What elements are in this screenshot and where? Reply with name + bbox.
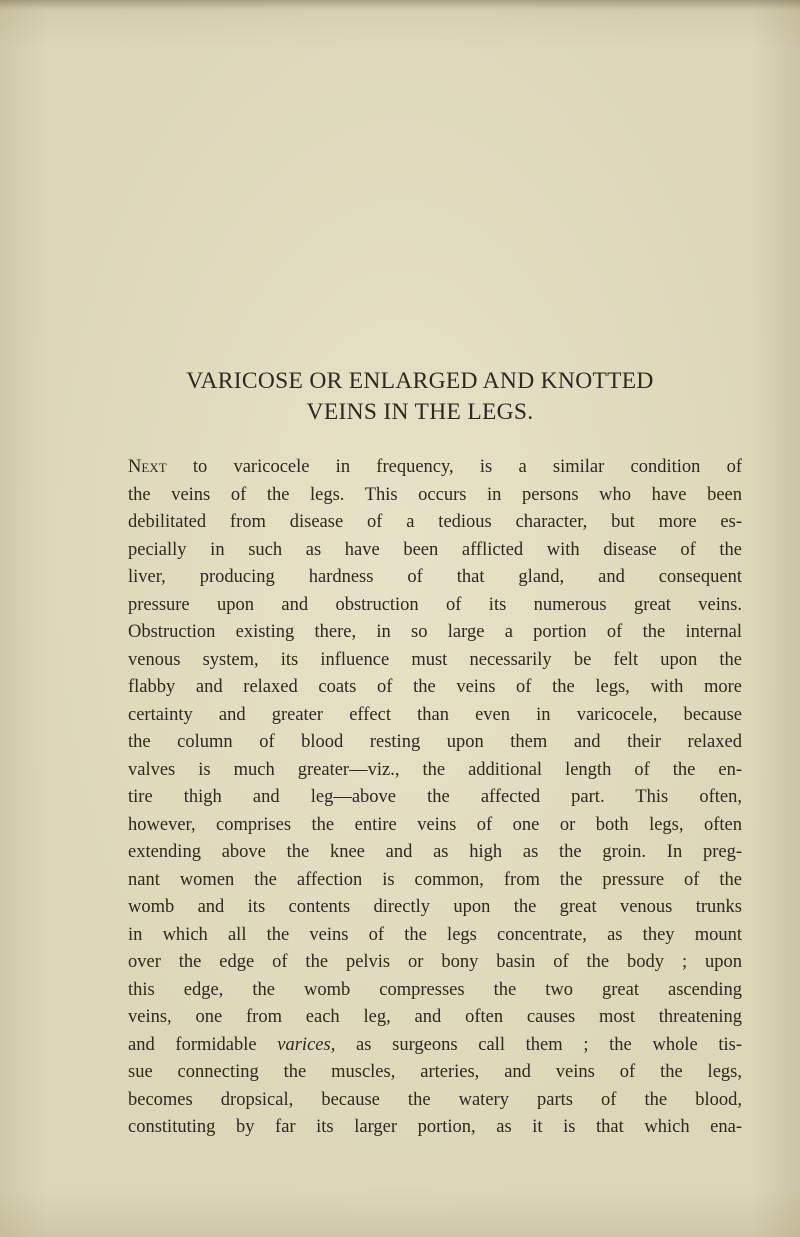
text-line: extending above the knee and as high as the groin. In preg- <box>128 842 742 862</box>
chapter-title-line-1: VARICOSE OR ENLARGED AND KNOTTED <box>186 368 654 394</box>
text-line: venous system, its influence must necessarily be felt upon the <box>128 649 742 670</box>
body-paragraph <box>128 454 742 1142</box>
chapter-title-line-2: VEINS IN THE LEGS. <box>306 399 534 425</box>
text-line: veins, one from each leg, and often causes most threatening <box>128 1007 742 1027</box>
text-line: pressure upon and obstruction of its numerous great veins. <box>128 594 742 615</box>
text-line: debilitated from disease of a tedious character, but more es- <box>128 512 742 532</box>
text-line: however, comprises the entire veins of one or both legs, often <box>128 814 742 835</box>
page-top-edge <box>0 0 800 10</box>
text-line: Obstruction existing there, in so large a portion of the internal <box>128 622 742 642</box>
first-word: Next <box>128 457 167 477</box>
text-line: pecially in such as have been afflicted with disease of the <box>128 539 742 560</box>
text-line: the veins of the legs. This occurs in persons who have been <box>128 484 742 505</box>
text-line: tire thigh and leg—above the affected part. This often, <box>128 787 742 807</box>
text-line: becomes dropsical, because the watery parts of the blood, <box>128 1089 742 1110</box>
text-line: Next to varicocele in frequency, is a similar condition of <box>128 457 742 477</box>
italic-term: varices, <box>277 1034 336 1055</box>
text-line: certainty and greater effect than even in varicocele, because <box>128 704 742 725</box>
text-line: the column of blood resting upon them and their relaxed <box>128 732 742 752</box>
text-line: over the edge of the pelvis or bony basin of the body ; upon <box>128 952 742 972</box>
text-line: this edge, the womb compresses the two great ascending <box>128 979 742 1000</box>
chapter-title <box>100 366 740 428</box>
text-line: flabby and relaxed coats of the veins of the legs, with more <box>128 677 742 697</box>
text-line: nant women the affection is common, from the pressure of the <box>128 869 742 890</box>
text-line: constituting by far its larger portion, as it is that which ena- <box>128 1117 742 1137</box>
text-line: valves is much greater—viz., the additional length of the en- <box>128 759 742 780</box>
text-line: sue connecting the muscles, arteries, and veins of the legs, <box>128 1062 742 1082</box>
text-line: womb and its contents directly upon the great venous trunks <box>128 897 742 917</box>
text-line: liver, producing hardness of that gland, and consequent <box>128 567 742 587</box>
text-line: and formidable varices, as surgeons call them ; the whole tis- <box>128 1034 742 1055</box>
text-line: in which all the veins of the legs concentrate, as they mount <box>128 924 742 945</box>
